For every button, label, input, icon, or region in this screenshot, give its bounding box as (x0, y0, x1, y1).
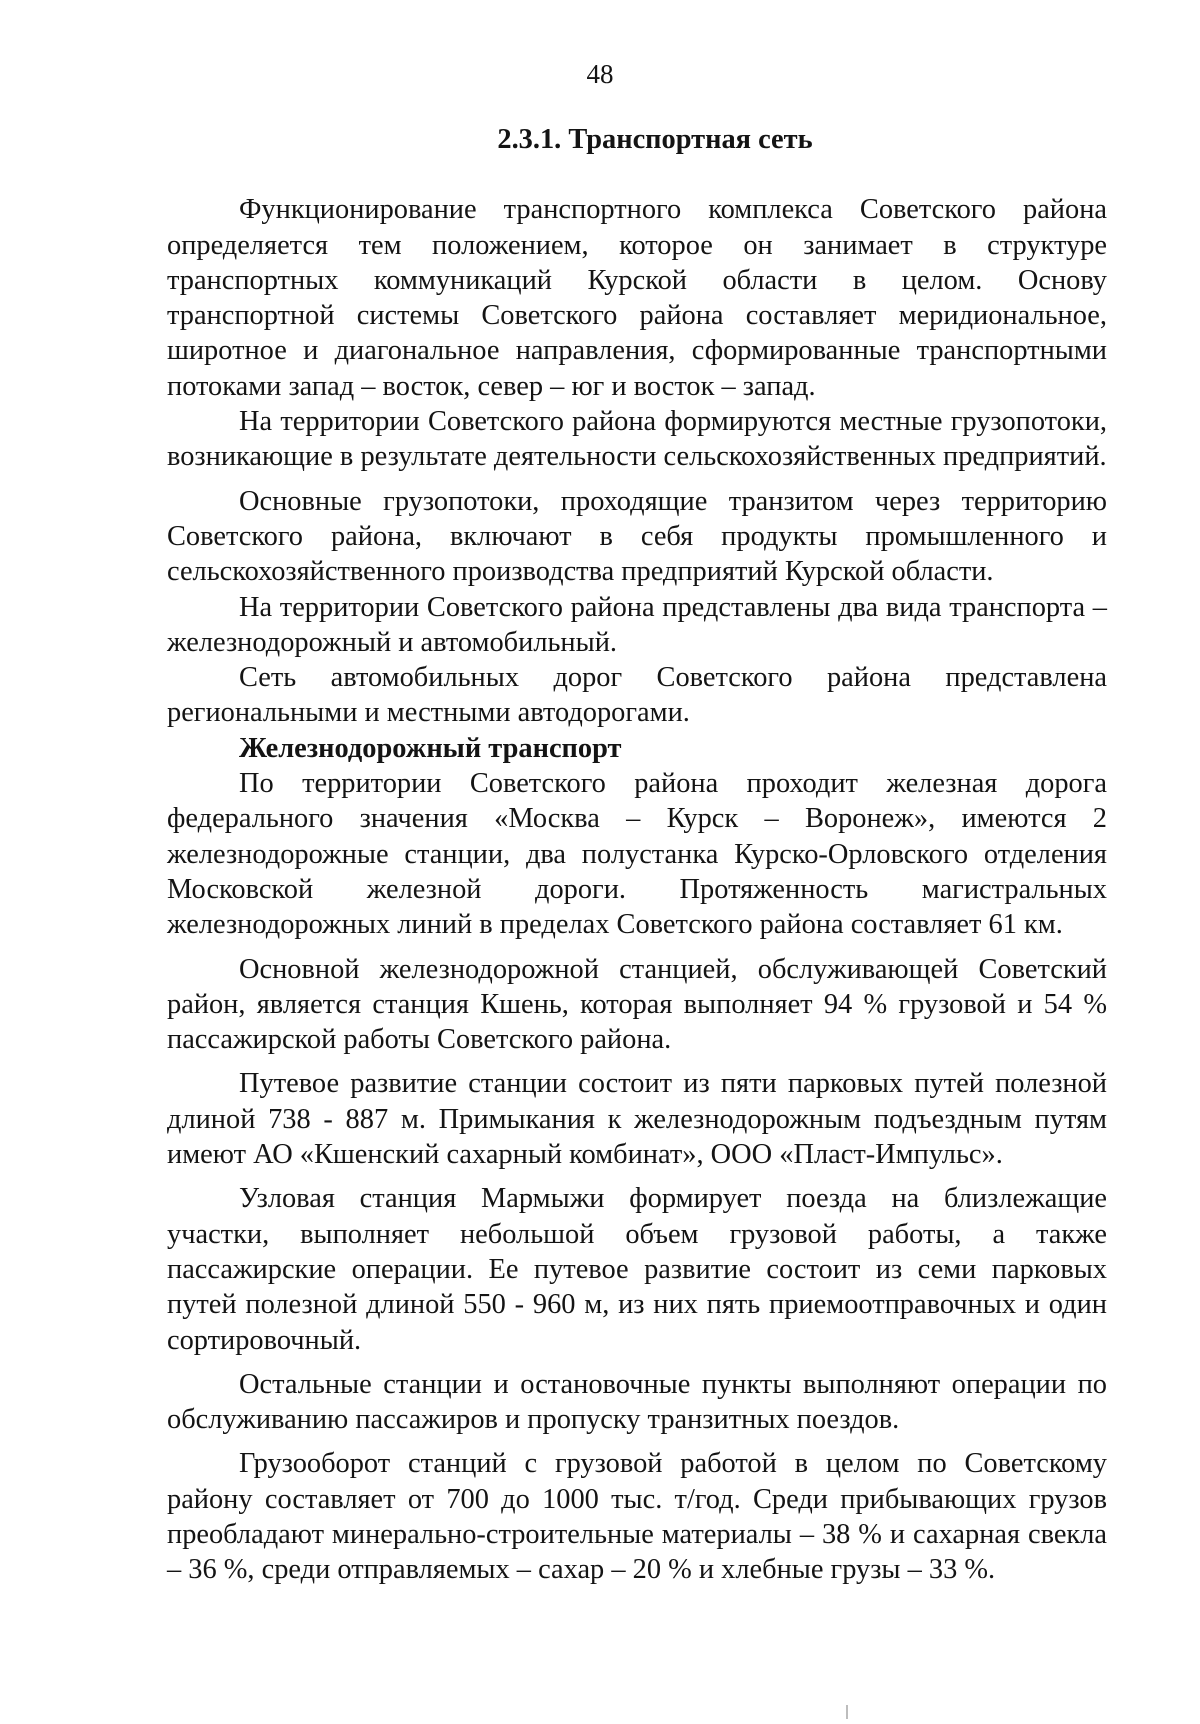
paragraph: Основные грузопотоки, проходящие транзитом через территорию Советского района, включают в себя продукты промышленного и сельскохозяйственного производства предприятий Курской области. (167, 485, 1107, 588)
paragraph: Узловая станция Мармыжи формирует поезда на близлежащие участки, выполняет небольшой объем грузовой работы, а также пассажирские операции. Ее путевое развитие состоит из семи парковых путей полезной длиной 550 - 960 м, из них пять приемоотправочных и один сортировочный. (167, 1183, 1107, 1356)
page-number: 48 (586, 59, 614, 89)
paragraph: Остальные станции и остановочные пункты выполняют операции по обслуживанию пассажиров и пропуску транзитных поездов. (167, 1368, 1107, 1436)
paragraph: Основной железнодорожной станцией, обслуживающей Советский район, является станция Кшень, которая выполняет 94 % грузовой и 54 % пассажирской работы Советского района. (167, 953, 1107, 1056)
page-content (167, 122, 1107, 1588)
paragraph: На территории Советского района формируются местные грузопотоки, возникающие в результате деятельности сельскохозяйственных предприятий. (167, 406, 1107, 473)
paragraph: По территории Советского района проходит железная дорога федерального значения «Москва – Курск – Воронеж», имеются 2 железнодорожные станции, два полустанка Курско-Орловского отделения Московской железной дороги. Протяженность магистральных железнодорожных линий в пределах Советского района составляет 61 км. (167, 768, 1107, 941)
paragraph: Сеть автомобильных дорог Советского района представлена региональными и местными автодорогами. (167, 662, 1107, 729)
paragraph: Путевое развитие станции состоит из пяти парковых путей полезной длиной 738 - 887 м. Примыкания к железнодорожным подъездным путям имеют АО «Кшенский сахарный комбинат», ООО «Пласт-Импульс». (167, 1068, 1107, 1171)
railway-subheading: Железнодорожный транспорт (239, 732, 622, 764)
paragraph: На территории Советского района представлены два вида транспорта – железнодорожный и автомобильный. (167, 591, 1107, 658)
section-title: 2.3.1. Транспортная сеть (497, 124, 813, 155)
paragraph: Функционирование транспортного комплекса Советского района определяется тем положением, которое он занимает в структуре транспортных коммуникаций Курской области в целом. Основу транспортной системы Советского района составляет меридиональное, широтное и диагональное направления, сформированные транспортными потоками запад – восток, север – юг и восток – запад. (167, 194, 1107, 402)
paragraph: Грузооборот станций с грузовой работой в целом по Советскому району составляет от 700 до 1000 тыс. т/год. Среди прибывающих грузов преобладают минерально-строительные материалы – 38 % и сахарная свекла – 36 %, среди отправляемых – сахар – 20 % и хлебные грузы – 33 %. (167, 1448, 1107, 1586)
scan-artifact-mark (846, 1705, 848, 1719)
